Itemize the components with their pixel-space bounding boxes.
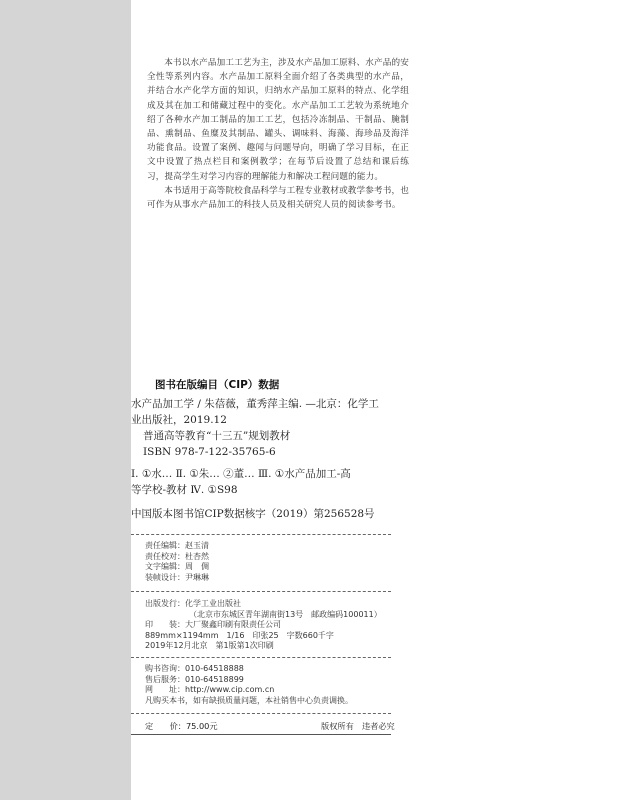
staff-value: 赵玉清 <box>185 541 209 550</box>
divider-dashed <box>131 534 391 535</box>
cip-record-number: 中国版本图书馆CIP数据核字（2019）第256528号 <box>131 508 375 520</box>
publisher-line: 出版发行：化学工业出版社 <box>145 599 241 608</box>
service-phone: 售后服务：010-64518899 <box>145 674 244 684</box>
cip-record <box>131 396 411 522</box>
copyright-page <box>131 0 626 800</box>
staff-label: 责任编辑： <box>145 541 185 550</box>
staff-value: 杜杏然 <box>185 551 209 561</box>
format-line: 889mm×1194mm 1/16 印张25 字数660千字 <box>145 630 334 640</box>
printer-line: 印 装：大厂聚鑫印刷有限责任公司 <box>145 620 281 630</box>
staff-value: 周 倜 <box>185 562 209 572</box>
staff-row <box>145 562 209 573</box>
cip-classification-line-2: 等学校-教材 Ⅳ. ①S98 <box>131 484 238 496</box>
publication-info <box>145 599 382 652</box>
copyright-notice: 版权所有 违者必究 <box>321 721 395 731</box>
staff-label: 文字编辑： <box>145 562 185 572</box>
return-notice: 凡购买本书，如有缺损质量问题，本社销售中心负责调换。 <box>145 695 353 705</box>
price-label: 定 价：75.00元 <box>145 721 218 731</box>
cip-isbn-line: ISBN 978-7-122-35765-6 <box>143 446 276 458</box>
staff-label: 责任校对： <box>145 551 185 561</box>
abstract-paragraph-2: 本书适用于高等院校食品科学与工程专业教材或教学参考书，也可作为从事水产品加工的科技人员及相关研究人员的阅读参考书。 <box>147 185 410 211</box>
divider-dashed <box>131 713 391 714</box>
divider-solid <box>131 734 391 735</box>
website-line: 网 址：http://www.cip.com.cn <box>145 685 275 695</box>
staff-row <box>145 541 209 552</box>
abstract-paragraph-1: 本书以水产品加工工艺为主，涉及水产品加工原料、水产品的安全性等系列内容。水产品加工原料全面介绍了各类典型的水产品，并结合水产化学方面的知识，归纳水产品加工原料的特点、化学组成及其在加工和储藏过程中的变化。水产品加工工艺较为系统地介绍了各种水产加工制品的加工工艺，包括冷冻制品、干制品、腌制品、熏制品、鱼糜及其制品、罐头、调味料、海藻、海珍品及海洋功能食品。设置了案例、趣闻与问题导向，明确了学习目标，在正文中设置了热点栏目和案例教学；在每节后设置了总结和课后练习，提高学生对学习内容的理解能力和解决工程问题的能力。 <box>147 58 410 182</box>
cip-classification-line: Ⅰ. ①水… Ⅱ. ①朱… ②董… Ⅲ. ①水产品加工-高 <box>131 468 351 480</box>
cip-publisher-line: 业出版社，2019.12 <box>131 414 227 426</box>
cip-heading: 图书在版编目（CIP）数据 <box>155 379 280 391</box>
divider-dashed <box>131 591 391 592</box>
page-gutter <box>0 0 131 800</box>
publisher-address: （北京市东城区青年湖南街13号 邮政编码100011） <box>189 609 382 619</box>
edition-line: 2019年12月北京 第1版第1次印刷 <box>145 641 274 651</box>
divider-dashed <box>131 657 391 658</box>
book-abstract <box>147 56 409 212</box>
staff-label: 装帧设计： <box>145 572 185 582</box>
purchase-phone: 购书咨询：010-64518888 <box>145 664 244 673</box>
cip-series-line: 普通高等教育“十三五”规划教材 <box>143 430 291 442</box>
staff-value: 尹琳琳 <box>185 572 209 582</box>
editorial-staff <box>145 541 209 583</box>
staff-row <box>145 552 209 563</box>
contact-info <box>145 664 353 706</box>
cip-title-line: 水产品加工学 / 朱蓓薇，董秀萍主编. —北京：化学工 <box>131 398 379 410</box>
staff-row <box>145 573 209 584</box>
